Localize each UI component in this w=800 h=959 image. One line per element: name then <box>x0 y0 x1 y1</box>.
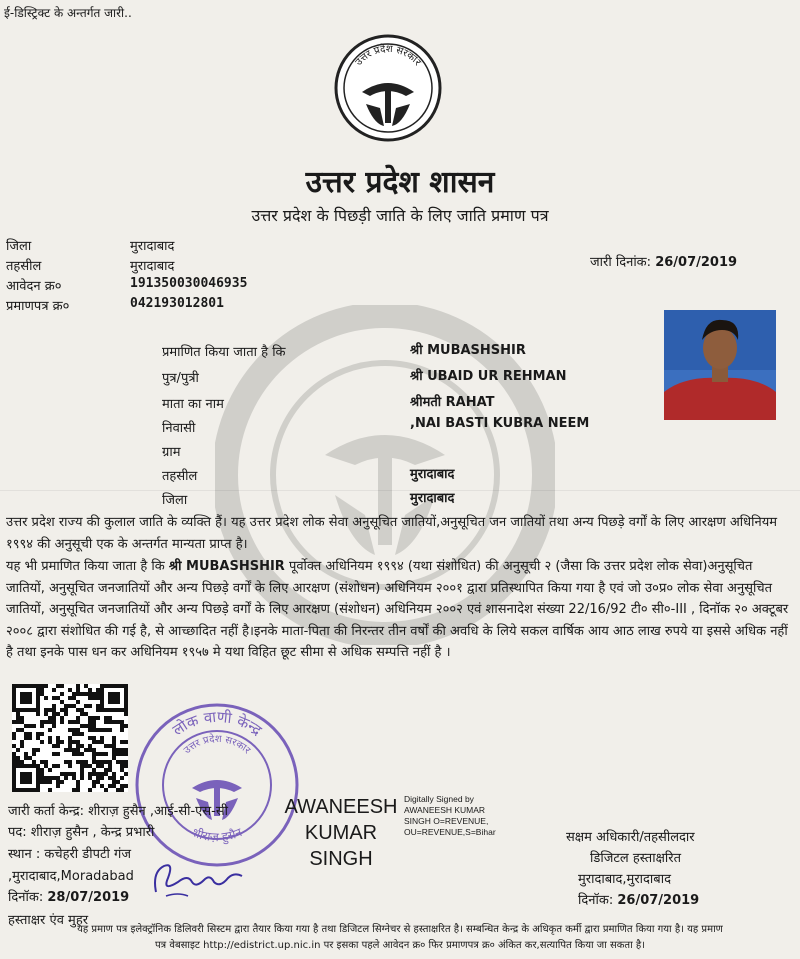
meta-label-district: जिला <box>6 239 32 254</box>
digital-sign-line-1: Digitally Signed by <box>404 794 474 804</box>
emblem-text: उत्तर प्रदेश सरकार <box>353 43 423 69</box>
detail-value-tehsil: मुरादाबाद <box>410 467 455 482</box>
detail-value-mother: श्रीमती RAHAT <box>410 395 495 410</box>
certificate-paragraph-1: उत्तर प्रदेश राज्य की कुलाल जाति के व्यक्ति हैं। यह उत्तर प्रदेश लोक सेवा अनुसूचित जातियों,अनुसूचित जन जातियों तथा अन्य पिछड़े वर्गों के लिए आरक्षण अधिनियम १९९४ की अनुसूची एक के अन्तर्गत मान्यता प्राप्त है। <box>6 515 778 552</box>
authority-date-value: 26/07/2019 <box>617 893 700 908</box>
authority-title: सक्षम अधिकारी/तहसीलदार <box>566 830 695 845</box>
detail-value-district: मुरादाबाद <box>410 491 455 506</box>
svg-text:शीराज़ हुसैन <box>190 825 244 845</box>
signatory-name <box>276 794 406 872</box>
digital-sign-line-3: SINGH O=REVENUE, <box>404 816 489 826</box>
signatory-line-3: SINGH <box>309 848 373 870</box>
para2-name: श्री MUBASHSHIR <box>168 559 285 574</box>
detail-value-name: श्री MUBASHSHIR <box>410 343 526 358</box>
page-title: उत्तर प्रदेश शासन <box>305 165 495 200</box>
signatory-line-2: KUMAR <box>304 822 378 844</box>
applicant-photo <box>664 310 776 420</box>
detail-label-mother: माता का नाम <box>162 397 224 412</box>
digital-signature-info <box>404 794 496 838</box>
detail-label-resident: निवासी <box>162 421 196 436</box>
header-note: ई-डिस्ट्रिक्ट के अन्तर्गत जारी.. <box>4 6 132 20</box>
meta-label-application-no: आवेदन क्र० <box>6 279 62 294</box>
issuer-date-value: 28/07/2019 <box>47 890 130 905</box>
issuer-place: स्थान : कचेहरी डीपटी गंज <box>8 847 132 862</box>
stamp-inner-text: उत्तर प्रदेश सरकार <box>181 733 253 757</box>
meta-value-tehsil: मुरादाबाद <box>130 259 175 274</box>
detail-value-address: ,NAI BASTI KUBRA NEEM <box>410 416 590 431</box>
meta-value-application-no: 191350030046935 <box>130 276 248 291</box>
issue-date-label: जारी दिनांक: <box>590 255 652 270</box>
issue-date-row <box>590 252 737 270</box>
handwritten-signature-icon <box>148 852 248 900</box>
detail-label-certified: प्रमाणित किया जाता है कि <box>162 345 286 360</box>
authority-date-label: दिनॉक: <box>578 893 614 908</box>
authority-digital-signed: डिजिटल हस्ताक्षरित <box>590 851 681 866</box>
meta-label-certificate-no: प्रमाणपत्र क्र० <box>6 299 70 314</box>
stamp-top-text: लोक वाणी केन्द्र <box>169 707 266 740</box>
signature-seal-label: हस्ताक्षर एंव मुहर <box>8 913 89 928</box>
detail-label-district: जिला <box>162 493 188 508</box>
footer-line-2: पत्र वेबसाइट http://edistrict.up.nic.in पर इसका पहले आवेदन क्र० फिर प्रमाणपत्र क्र० अंकित कर,सत्यापित किया जा सकता है। <box>155 940 645 951</box>
detail-label-tehsil: तहसील <box>162 469 198 484</box>
issuer-city: ,मुरादाबाद,Moradabad <box>8 869 134 884</box>
issue-date-value: 26/07/2019 <box>655 255 738 270</box>
footer-line-1: यह प्रमाण पत्र इलेक्ट्रॉनिक डिलिवरी सिस्टम द्वारा तैयार किया गया है तथा डिजिटल सिग्नेचर से हस्ताक्षरित है। सम्बन्धित केन्द्र के अधिकृत कर्मी द्वारा प्रमाणित किया गया है। यह प्रमाण <box>77 924 723 935</box>
issuer-post: पद: शीराज़ हुसैन , केन्द्र प्रभारी <box>8 825 155 840</box>
stamp-bottom-text: शीराज़ हुसैन <box>190 825 244 845</box>
meta-value-district: मुरादाबाद <box>130 239 175 254</box>
meta-value-certificate-no: 042193012801 <box>130 296 224 311</box>
issuer-center: जारी कर्ता केन्द्र: शीराज़ हुसैन ,आई-सी-एस-सी <box>8 804 229 819</box>
issuer-date-row <box>8 887 129 905</box>
detail-label-son-daughter: पुत्र/पुत्री <box>162 371 199 386</box>
meta-label-tehsil: तहसील <box>6 259 42 274</box>
digital-sign-line-4: OU=REVENUE,S=Bihar <box>404 827 496 837</box>
para2-prefix: यह भी प्रमाणित किया जाता है कि <box>6 559 169 574</box>
up-emblem-icon <box>334 34 442 142</box>
authority-date-row <box>578 890 699 908</box>
issuer-date-label: दिनॉक: <box>8 890 44 905</box>
digital-sign-line-2: AWANEESH KUMAR <box>404 805 486 815</box>
page-subtitle: उत्तर प्रदेश के पिछड़ी जाति के लिए जाति प्रमाण पत्र <box>251 206 549 225</box>
paper-fold-line <box>0 490 800 491</box>
detail-label-village: ग्राम <box>162 445 181 460</box>
authority-location: मुरादाबाद,मुरादाबाद <box>578 872 671 887</box>
certificate-paragraph-2 <box>6 556 792 664</box>
para2-body: पूर्वोक्त अधिनियम १९९४ (यथा संशोधित) की अनुसूची २ (जैसा कि उत्तर प्रदेश लोक सेवा)अनुसूचित जातियों, अनुसूचित जनजातियों और अन्य पिछड़े वर्गों के लिए आरक्षण (संशोधन) अधिनियम २००१ द्वारा प्रतिस्थापित किया गया है एवं जो उ०प्र० लोक सेवा अनुसूचित जातियों, अनुसूचित जनजातियों और अन्य पिछड़े वर्गों के लिए आरक्षण (संशोधन) अधिनियम २००२ एवं शासनादेश संख्या 22/16/92 टी० सी०-III , दिनॉक २० अक्टूबर २००८ द्वारा संशोधित की गई है, से आच्छादित नहीं है।इनके माता-पिता की निरन्तर तीन वर्षों की अवधि के लिये सकल वार्षिक आय आठ लाख रुपये या इससे अधिक नहीं है तथा इनके पास धन कर अधिनियम १९५७ मे यथा विहित छूट सीमा से अधिक सम्पत्ति नहीं है । <box>6 559 789 660</box>
detail-value-father: श्री UBAID UR REHMAN <box>410 369 567 384</box>
qr-code-icon[interactable] <box>12 684 128 792</box>
signatory-line-1: AWANEESH <box>284 796 398 818</box>
